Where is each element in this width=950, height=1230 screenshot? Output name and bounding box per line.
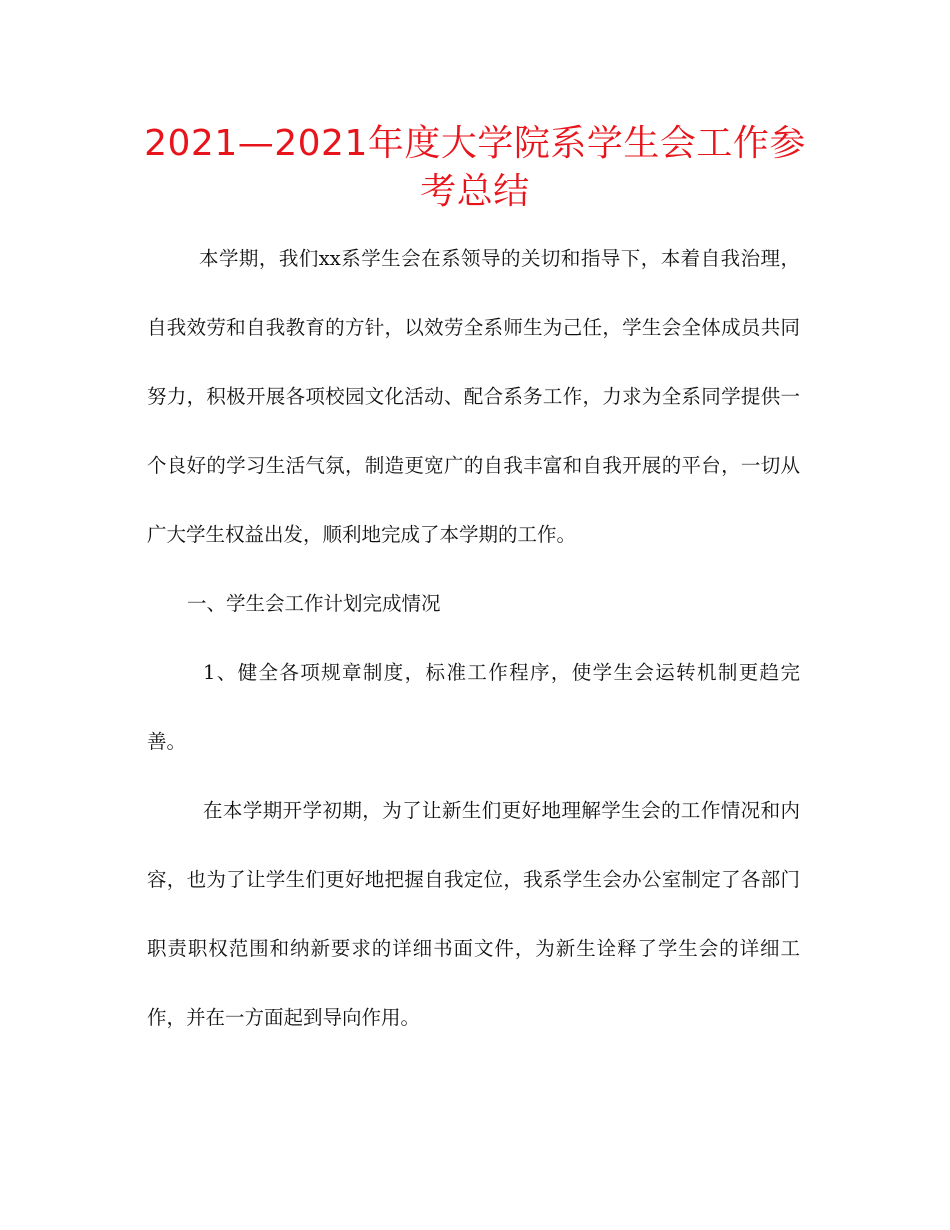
document-body (147, 224, 800, 1052)
numbered-item: 1、健全各项规章制度，标准工作程序，使学生会运转机制更趋完善。 (147, 661, 800, 753)
section-heading: 一、学生会工作计划完成情况 (187, 592, 441, 615)
document-title: 2021—2021年度大学院系学生会工作参考总结 (144, 123, 806, 212)
paragraph-intro: 本学期，我们xx系学生会在系领导的关切和指导下，本着自我治理，自我效劳和自我教育的方针，以效劳全系师生为己任，学生会全体成员共同努力，积极开展各项校园文化活动、配合系务工作，力求为全系同学提供一个良好的学习生活气氛，制造更宽广的自我丰富和自我开展的平台，一切从广大学生权益出发，顺利地完成了本学期的工作。 (147, 247, 800, 546)
paragraph-detail: 在本学期开学初期，为了让新生们更好地理解学生会的工作情况和内容，也为了让学生们更好地把握自我定位，我系学生会办公室制定了各部门职责职权范围和纳新要求的详细书面文件，为新生诠释了学生会的详细工作，并在一方面起到导向作用。 (147, 799, 800, 1029)
